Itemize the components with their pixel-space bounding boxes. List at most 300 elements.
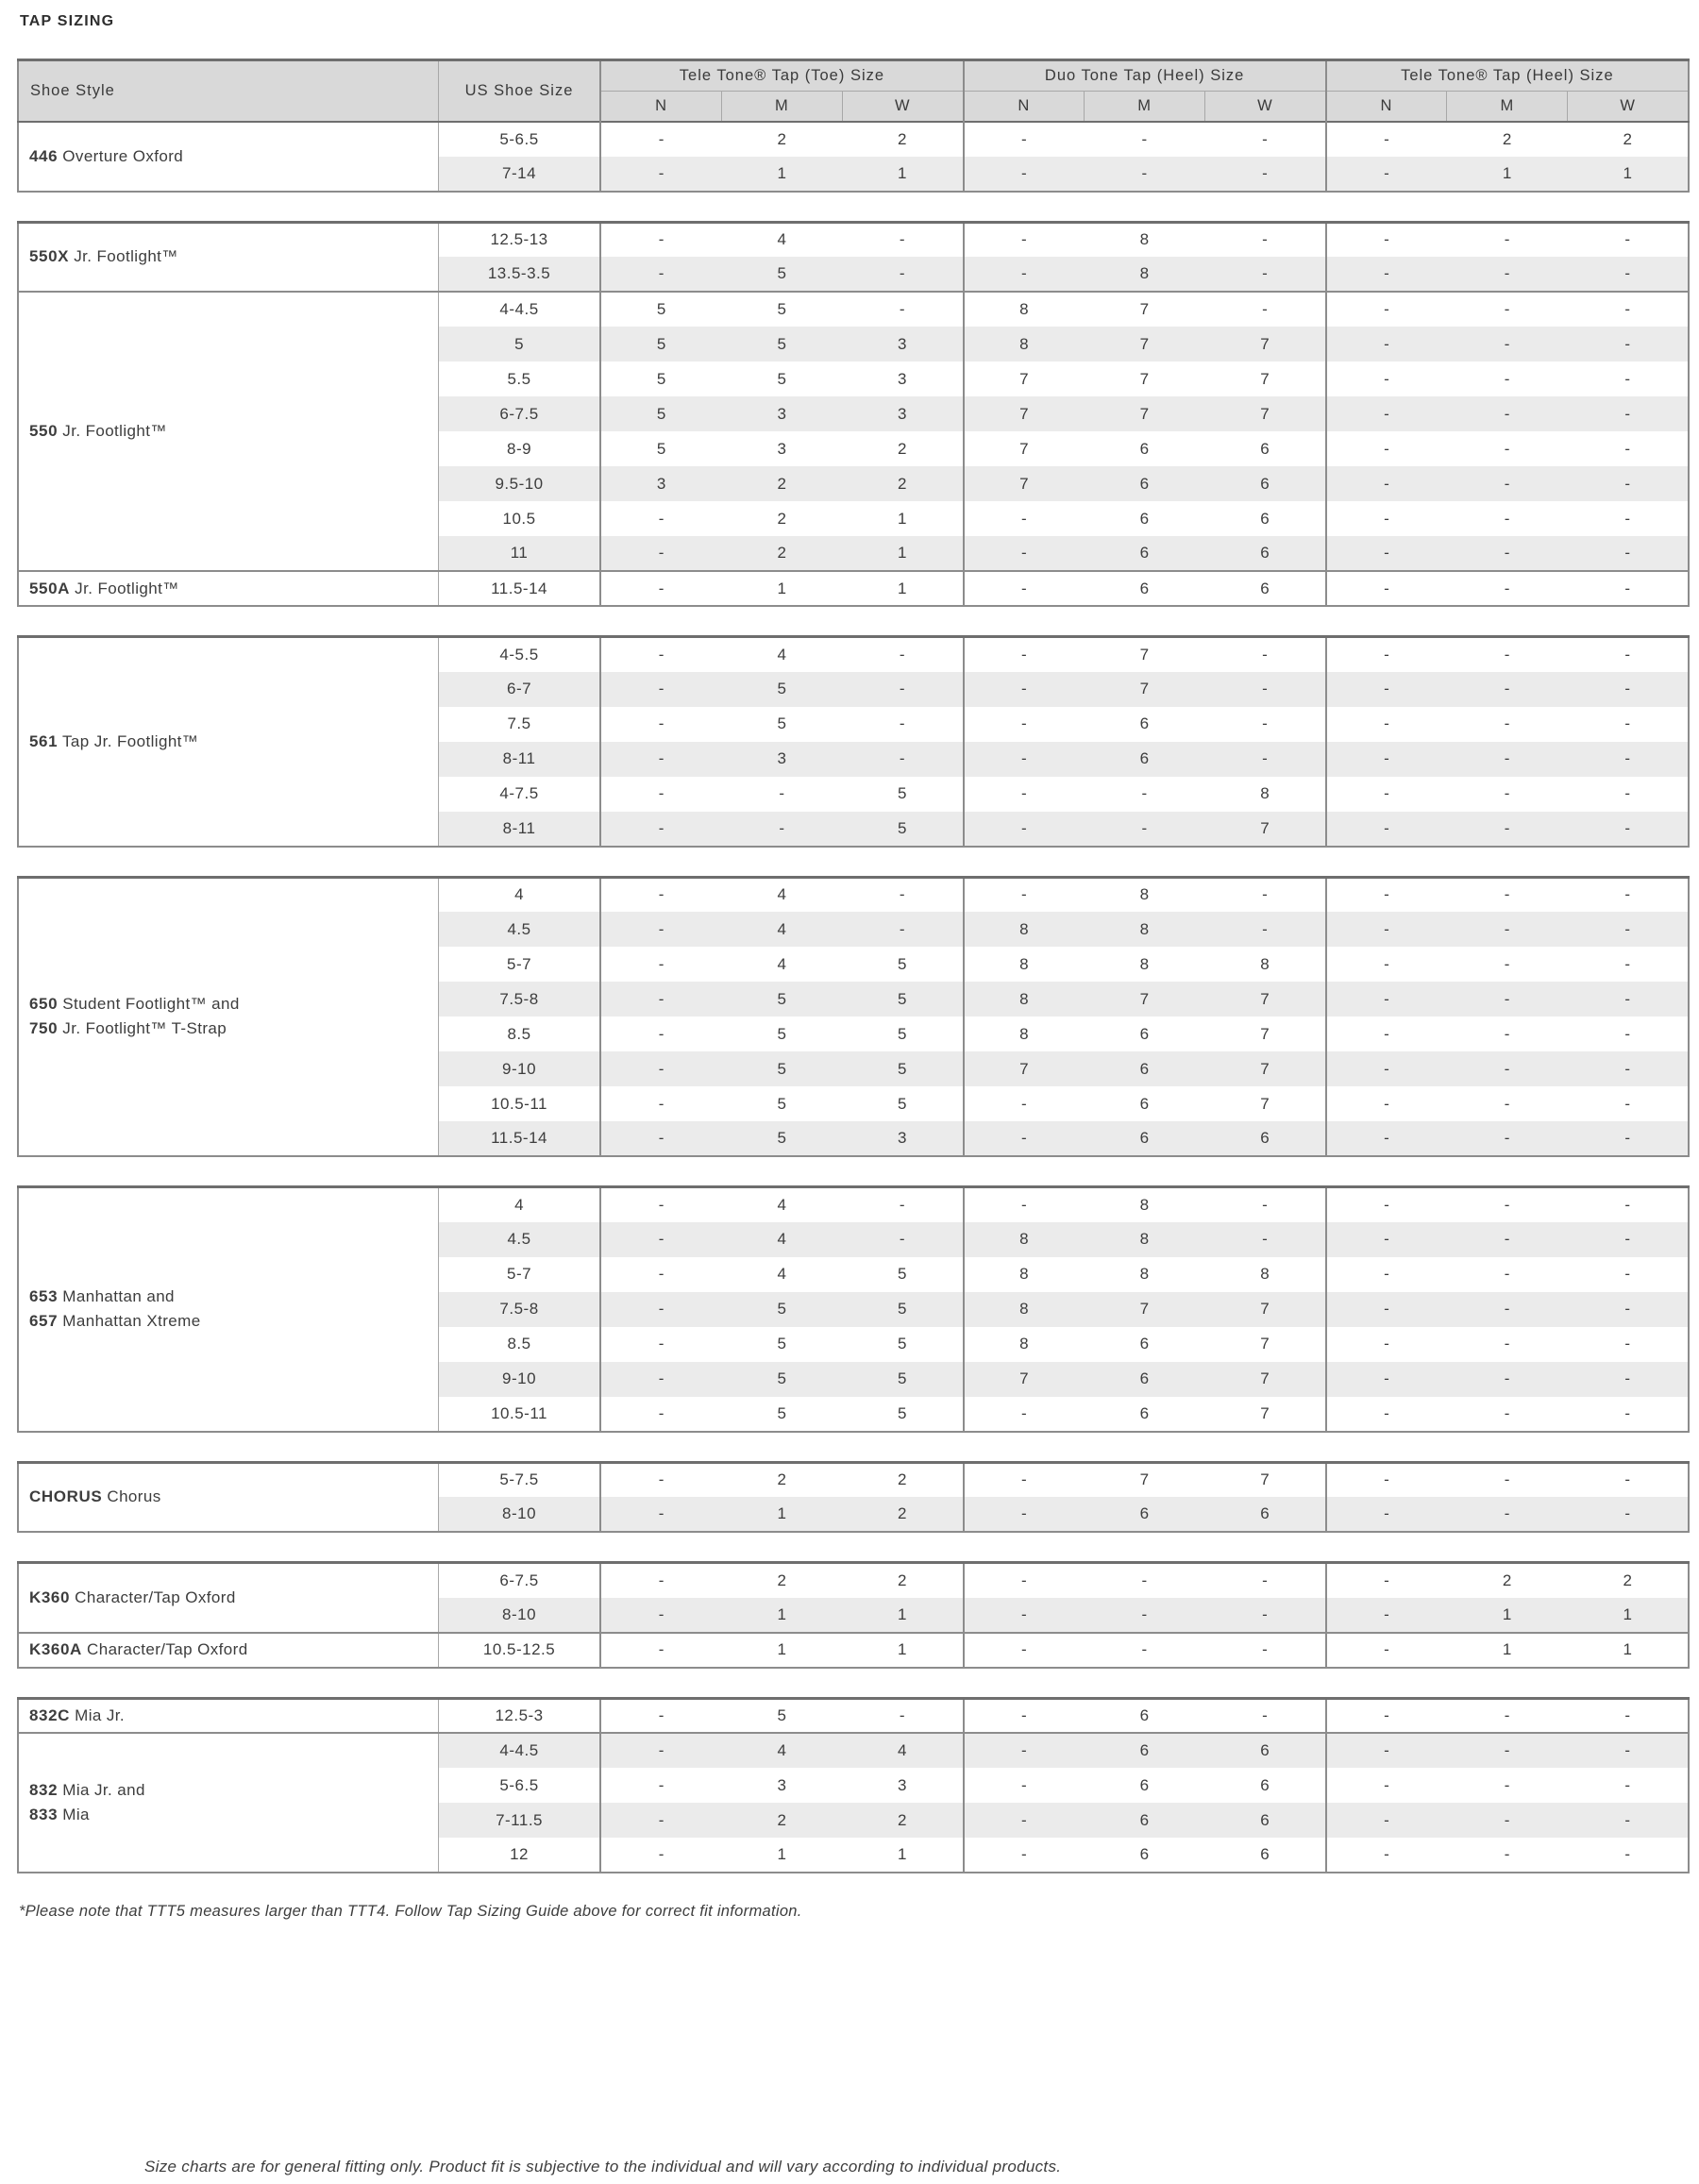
width-column-header: N: [600, 92, 721, 122]
tap-size-cell: -: [600, 812, 721, 847]
tap-group-header: Tele Tone® Tap (Heel) Size: [1326, 60, 1689, 92]
tap-size-cell: -: [1504, 509, 1510, 528]
tap-size-cell: 8: [964, 292, 1085, 327]
tap-size-cell: 8: [1139, 885, 1150, 904]
tap-size-cell: 5: [777, 1024, 787, 1043]
tap-size-cell: -: [1447, 742, 1568, 777]
tap-size-cell: -: [658, 1265, 664, 1283]
tap-size-cell: -: [1504, 1094, 1510, 1113]
tap-size-cell: -: [1447, 1803, 1568, 1838]
tap-size-cell: 2: [842, 1563, 963, 1598]
us-size-cell: 8-10: [438, 1598, 600, 1633]
tap-size-cell: -: [600, 257, 721, 292]
us-size-cell: 4-5.5: [438, 637, 600, 672]
tap-size-cell: 2: [842, 1803, 963, 1838]
tap-size-cell: -: [964, 812, 1085, 847]
tap-size-cell: -: [1205, 1187, 1326, 1222]
tap-size-cell: 5: [842, 1086, 963, 1121]
tap-size-cell: -: [1085, 1633, 1205, 1668]
tap-size-cell: -: [1624, 1335, 1631, 1352]
tap-size-cell: -: [1624, 1024, 1631, 1043]
tap-size-cell: 5: [721, 1292, 842, 1327]
tap-size-cell: 8: [964, 982, 1085, 1016]
tap-size-cell: 3: [842, 1768, 963, 1803]
tap-size-cell: -: [1205, 1598, 1326, 1633]
tap-size-cell: 5: [721, 292, 842, 327]
tap-size-cell: -: [658, 230, 664, 249]
tap-size-cell: 7: [1019, 439, 1030, 458]
tap-size-cell: -: [658, 784, 664, 802]
tap-size-cell: -: [1568, 1051, 1689, 1086]
tap-size-cell: -: [658, 1195, 664, 1214]
tap-size-cell: -: [964, 571, 1085, 606]
tap-size-cell: 5: [656, 439, 666, 458]
tap-size-cell: -: [658, 885, 664, 904]
tap-size-cell: -: [1568, 1222, 1689, 1257]
tap-size-cell: -: [1205, 257, 1326, 292]
tap-size-cell: -: [658, 1571, 664, 1589]
tap-size-cell: 8: [1085, 912, 1205, 947]
tap-size-cell: -: [658, 509, 664, 528]
us-size-cell: 12.5-13: [438, 222, 600, 257]
us-size-cell: 4-4.5: [438, 292, 600, 327]
tap-size-cell: -: [600, 1222, 721, 1257]
us-size-cell: 9-10: [438, 1051, 600, 1086]
tap-size-cell: -: [600, 912, 721, 947]
tap-size-cell: -: [1447, 1362, 1568, 1397]
tap-size-cell: -: [1447, 812, 1568, 847]
tap-size-cell: 7: [1205, 1327, 1326, 1362]
tap-size-cell: 1: [721, 1633, 842, 1668]
tap-size-cell: 7: [964, 466, 1085, 501]
tap-size-cell: 1: [1568, 1598, 1689, 1633]
tap-size-cell: 6: [1085, 742, 1205, 777]
shoe-style-cell: 550X Jr. Footlight™: [18, 222, 438, 292]
us-size-cell: 9.5-10: [438, 466, 600, 501]
tap-size-cell: -: [658, 1845, 664, 1863]
tap-size-cell: -: [1020, 1705, 1028, 1724]
tap-size-cell: 8: [1139, 1195, 1150, 1214]
tap-size-cell: -: [1568, 257, 1689, 292]
tap-size-cell: 6: [1205, 466, 1326, 501]
tap-size-cell: 2: [777, 1470, 787, 1489]
tap-size-cell: -: [658, 1403, 664, 1422]
tap-size-cell: -: [1020, 509, 1028, 528]
us-size-cell: 4.5: [438, 1222, 600, 1257]
sizing-table-block: [17, 221, 1690, 608]
tap-size-cell: -: [1205, 122, 1326, 157]
tap-size-cell: 6: [1085, 1733, 1205, 1768]
tap-size-cell: 5: [600, 292, 721, 327]
us-size-cell: 7.5-8: [438, 982, 600, 1016]
tap-size-cell: -: [1384, 230, 1390, 249]
tap-size-cell: 8: [964, 1222, 1085, 1257]
us-size-cell: 4.5: [438, 912, 600, 947]
tap-size-cell: -: [1504, 885, 1510, 904]
tap-size-cell: -: [842, 222, 963, 257]
tap-size-cell: -: [1326, 257, 1447, 292]
tap-size-cell: -: [1384, 645, 1390, 664]
tap-size-cell: -: [1141, 1571, 1148, 1589]
tap-size-cell: 5: [721, 1362, 842, 1397]
tap-size-cell: -: [842, 672, 963, 707]
tap-size-cell: 2: [1502, 1571, 1512, 1589]
tap-size-cell: 6: [1085, 536, 1205, 571]
width-column-header: M: [1085, 92, 1205, 122]
tap-size-cell: -: [1384, 1094, 1390, 1113]
tap-size-cell: -: [842, 707, 963, 742]
tap-size-cell: 5: [721, 327, 842, 361]
tap-size-cell: 2: [721, 1803, 842, 1838]
tap-size-cell: 6: [1085, 1362, 1205, 1397]
tap-size-cell: 4: [777, 1195, 787, 1214]
tap-size-cell: -: [1568, 396, 1689, 431]
tap-size-cell: -: [1447, 672, 1568, 707]
tap-size-cell: -: [1326, 1222, 1447, 1257]
tap-size-cell: -: [721, 812, 842, 847]
tap-size-cell: 5: [842, 1397, 963, 1432]
tap-size-cell: -: [1447, 396, 1568, 431]
tap-size-cell: 7: [1085, 396, 1205, 431]
tap-size-cell: 6: [1205, 536, 1326, 571]
tap-size-cell: 7: [1205, 1292, 1326, 1327]
tap-size-cell: 6: [1205, 1497, 1326, 1532]
tap-size-cell: -: [1568, 1121, 1689, 1156]
tap-size-cell: 5: [777, 714, 787, 732]
us-size-cell: 5-7.5: [438, 1462, 600, 1497]
tap-size-cell: -: [1205, 877, 1326, 912]
tap-size-cell: -: [1326, 466, 1447, 501]
tap-size-cell: 7: [1139, 369, 1150, 388]
table-row: [18, 292, 1689, 327]
tap-size-cell: -: [1504, 1403, 1510, 1422]
tap-size-cell: 4: [777, 885, 787, 904]
us-size-cell: 4: [438, 877, 600, 912]
us-size-cell: 5: [438, 327, 600, 361]
tap-size-cell: 7: [1139, 645, 1150, 664]
tap-size-cell: -: [658, 1024, 664, 1043]
tap-size-cell: 1: [842, 536, 963, 571]
tap-size-cell: -: [1020, 230, 1028, 249]
tap-size-cell: 1: [1447, 1598, 1568, 1633]
tap-size-cell: 3: [842, 396, 963, 431]
tap-size-cell: 7: [964, 1051, 1085, 1086]
page-title: TAP SIZING: [20, 13, 115, 29]
table-row: [18, 1462, 1689, 1497]
tap-size-cell: -: [1624, 714, 1631, 732]
tap-size-cell: 3: [777, 1775, 787, 1794]
us-size-cell: 5.5: [438, 361, 600, 396]
tap-size-cell: -: [1384, 509, 1390, 528]
tap-size-cell: -: [1504, 1845, 1510, 1863]
sizing-table-block: [17, 1185, 1690, 1433]
tap-size-cell: -: [1624, 784, 1631, 802]
tap-size-cell: 7: [1085, 327, 1205, 361]
tap-size-cell: -: [1205, 672, 1326, 707]
tap-size-cell: -: [1568, 1803, 1689, 1838]
tap-size-cell: 1: [1447, 1633, 1568, 1668]
tap-size-cell: -: [1326, 1051, 1447, 1086]
tap-size-cell: -: [1326, 1733, 1447, 1768]
tap-size-cell: -: [1205, 707, 1326, 742]
table-row: [18, 877, 1689, 912]
tap-size-cell: -: [842, 877, 963, 912]
us-size-cell: 10.5-11: [438, 1397, 600, 1432]
tap-size-cell: -: [1085, 122, 1205, 157]
tap-size-cell: -: [1141, 784, 1148, 802]
tap-size-cell: -: [600, 122, 721, 157]
tap-size-cell: 5: [842, 1292, 963, 1327]
tap-size-cell: 6: [1139, 1705, 1150, 1724]
tap-size-cell: 6: [1139, 1024, 1150, 1043]
shoe-style-cell: 550A Jr. Footlight™: [18, 571, 438, 606]
tap-size-cell: -: [1504, 1335, 1510, 1352]
tap-size-cell: 8: [1019, 1335, 1030, 1352]
width-column-header: W: [842, 92, 963, 122]
tap-size-cell: -: [1384, 1775, 1390, 1794]
tap-size-cell: -: [842, 257, 963, 292]
shoe-style-cell: 832C Mia Jr.: [18, 1698, 438, 1733]
tap-size-cell: -: [1205, 222, 1326, 257]
tap-size-cell: 3: [842, 361, 963, 396]
tap-size-cell: 5: [842, 1327, 963, 1362]
tap-size-cell: 7: [1205, 361, 1326, 396]
tap-size-cell: -: [1624, 1265, 1631, 1283]
tap-size-cell: -: [1020, 714, 1028, 732]
us-size-cell: 10.5-11: [438, 1086, 600, 1121]
tap-size-cell: -: [1568, 536, 1689, 571]
tap-size-cell: 1: [842, 1633, 963, 1668]
tap-size-cell: 4: [777, 645, 787, 664]
tap-size-cell: -: [658, 714, 664, 732]
tap-size-cell: 8: [1019, 1265, 1030, 1283]
tap-size-cell: 8: [1205, 1257, 1326, 1292]
tap-size-cell: -: [1447, 912, 1568, 947]
tap-size-cell: 5: [721, 982, 842, 1016]
tap-size-cell: -: [964, 1497, 1085, 1532]
tap-size-cell: 7: [1205, 1362, 1326, 1397]
tap-size-cell: -: [964, 742, 1085, 777]
tap-size-cell: 6: [1205, 501, 1326, 536]
tap-size-cell: -: [1384, 369, 1390, 388]
tap-size-cell: -: [1205, 1633, 1326, 1668]
tap-size-cell: -: [1624, 1470, 1631, 1489]
tap-size-cell: 6: [1085, 1803, 1205, 1838]
us-size-cell: 5-7: [438, 1257, 600, 1292]
tap-size-cell: -: [1020, 1094, 1028, 1113]
tap-size-cell: -: [1384, 1335, 1390, 1352]
sizing-table: [17, 59, 1690, 1873]
tap-size-cell: 5: [842, 777, 963, 812]
tap-size-cell: -: [1384, 714, 1390, 732]
tap-size-cell: 2: [1568, 122, 1689, 157]
tap-size-cell: 7: [1205, 1462, 1326, 1497]
tap-size-cell: -: [1326, 292, 1447, 327]
sizing-table-block: [17, 1561, 1690, 1669]
tap-size-cell: -: [842, 1222, 963, 1257]
tap-size-cell: 3: [842, 327, 963, 361]
tap-size-cell: 7: [1205, 1086, 1326, 1121]
tap-size-cell: 2: [842, 122, 963, 157]
tap-size-cell: 4: [721, 912, 842, 947]
tap-size-cell: -: [1447, 292, 1568, 327]
tap-size-cell: 5: [842, 947, 963, 982]
tap-size-cell: -: [1384, 954, 1390, 973]
tap-size-cell: -: [1326, 1292, 1447, 1327]
tap-size-cell: -: [1205, 742, 1326, 777]
tap-size-cell: -: [658, 1094, 664, 1113]
tap-size-cell: 6: [1205, 571, 1326, 606]
table-row: [18, 571, 1689, 606]
tap-size-cell: -: [1624, 1094, 1631, 1113]
tap-size-cell: -: [1326, 571, 1447, 606]
tap-size-cell: -: [1447, 327, 1568, 361]
tap-size-cell: 2: [721, 122, 842, 157]
tap-size-cell: 6: [1085, 1497, 1205, 1532]
us-size-cell: 8-11: [438, 742, 600, 777]
tap-size-cell: -: [1205, 157, 1326, 192]
tap-size-cell: -: [1384, 439, 1390, 458]
tap-size-cell: -: [1568, 982, 1689, 1016]
tap-size-cell: -: [1624, 645, 1631, 664]
tap-size-cell: -: [1624, 954, 1631, 973]
tap-size-cell: 7: [1205, 396, 1326, 431]
tap-size-cell: 7: [1019, 369, 1030, 388]
tap-size-cell: 2: [842, 466, 963, 501]
tap-size-cell: 8: [964, 327, 1085, 361]
tap-size-cell: -: [1568, 672, 1689, 707]
tap-size-cell: -: [1447, 1733, 1568, 1768]
table-row: [18, 1187, 1689, 1222]
tap-size-cell: 5: [656, 369, 666, 388]
tap-size-cell: -: [1205, 637, 1326, 672]
tap-size-cell: -: [1504, 954, 1510, 973]
tap-size-cell: -: [600, 982, 721, 1016]
tap-size-cell: 7: [1205, 982, 1326, 1016]
tap-size-cell: -: [1384, 1195, 1390, 1214]
tap-size-cell: 5: [721, 257, 842, 292]
tap-size-cell: -: [1326, 396, 1447, 431]
us-size-cell: 4-7.5: [438, 777, 600, 812]
tap-size-cell: -: [658, 645, 664, 664]
shoe-style-cell: 653 Manhattan and 657 Manhattan Xtreme: [18, 1187, 438, 1432]
tap-size-cell: -: [1447, 257, 1568, 292]
tap-size-cell: -: [1568, 1733, 1689, 1768]
tap-size-cell: 3: [721, 742, 842, 777]
tap-size-cell: -: [1326, 982, 1447, 1016]
tap-size-cell: -: [1326, 742, 1447, 777]
tap-size-cell: 7: [1139, 1470, 1150, 1489]
tap-size-cell: -: [1326, 1803, 1447, 1838]
tap-size-cell: 1: [1568, 157, 1689, 192]
shoe-style-cell: 832 Mia Jr. and 833 Mia: [18, 1733, 438, 1873]
tap-size-cell: -: [1085, 157, 1205, 192]
tap-size-cell: 8: [1139, 954, 1150, 973]
sizing-table-block: [17, 59, 1690, 193]
tap-size-cell: -: [1568, 327, 1689, 361]
tap-size-cell: 7: [1085, 672, 1205, 707]
tap-size-cell: 8: [1085, 257, 1205, 292]
tap-size-cell: 5: [842, 1362, 963, 1397]
tap-size-cell: 5: [842, 1051, 963, 1086]
width-column-header: M: [1447, 92, 1568, 122]
table-row: [18, 1733, 1689, 1768]
tap-size-cell: -: [600, 1598, 721, 1633]
tap-size-cell: 5: [842, 982, 963, 1016]
tap-size-cell: 2: [842, 431, 963, 466]
tap-size-cell: -: [1205, 1698, 1326, 1733]
tap-size-cell: -: [1624, 439, 1631, 458]
tap-size-cell: 5: [600, 327, 721, 361]
table-row: [18, 637, 1689, 672]
tap-size-cell: 6: [1139, 714, 1150, 732]
tap-size-cell: 5: [777, 1094, 787, 1113]
us-size-cell: 10.5-12.5: [438, 1633, 600, 1668]
tap-size-cell: 7: [1205, 812, 1326, 847]
tap-size-cell: -: [1326, 1598, 1447, 1633]
tap-size-cell: -: [1384, 885, 1390, 904]
us-size-cell: 13.5-3.5: [438, 257, 600, 292]
tap-size-cell: -: [964, 672, 1085, 707]
tap-size-cell: 3: [600, 466, 721, 501]
tap-size-cell: -: [658, 1470, 664, 1489]
tap-size-cell: 6: [1139, 509, 1150, 528]
us-size-cell: 6-7.5: [438, 396, 600, 431]
us-size-cell: 10.5: [438, 501, 600, 536]
tap-size-cell: -: [1447, 571, 1568, 606]
tap-size-cell: -: [1447, 1222, 1568, 1257]
tap-size-cell: -: [658, 954, 664, 973]
tap-size-cell: -: [842, 637, 963, 672]
tap-size-cell: 8: [1205, 947, 1326, 982]
tap-size-cell: 7: [964, 1362, 1085, 1397]
tap-size-cell: 6: [1139, 1775, 1150, 1794]
tap-size-cell: -: [658, 1775, 664, 1794]
tap-size-cell: -: [964, 1803, 1085, 1838]
tap-size-cell: 1: [721, 1497, 842, 1532]
tap-size-cell: 2: [777, 509, 787, 528]
tap-size-cell: 7: [1085, 982, 1205, 1016]
us-size-cell: 4-4.5: [438, 1733, 600, 1768]
us-size-cell: 6-7.5: [438, 1563, 600, 1598]
tap-size-cell: 8: [1019, 1024, 1030, 1043]
tap-size-cell: -: [1020, 784, 1028, 802]
us-size-cell: 8.5: [438, 1016, 600, 1051]
tap-size-cell: 5: [600, 396, 721, 431]
tap-size-cell: 1: [1568, 1633, 1689, 1668]
tap-size-cell: -: [1326, 1633, 1447, 1668]
tap-size-cell: 2: [721, 536, 842, 571]
tap-size-cell: -: [1326, 1362, 1447, 1397]
tap-size-cell: -: [1326, 122, 1447, 157]
tap-size-cell: -: [1326, 1497, 1447, 1532]
tap-size-cell: 6: [1205, 1733, 1326, 1768]
tap-size-cell: -: [600, 742, 721, 777]
tap-size-cell: -: [1568, 466, 1689, 501]
us-size-cell: 9-10: [438, 1362, 600, 1397]
tap-size-cell: 6: [1139, 439, 1150, 458]
tap-size-cell: -: [1504, 230, 1510, 249]
tap-size-cell: 6: [1139, 1403, 1150, 1422]
tap-size-cell: -: [1504, 1195, 1510, 1214]
tap-size-cell: 8: [1085, 1222, 1205, 1257]
tap-size-cell: -: [1020, 1195, 1028, 1214]
tap-size-cell: -: [1085, 1598, 1205, 1633]
tap-size-cell: -: [1326, 157, 1447, 192]
tap-size-cell: -: [1504, 369, 1510, 388]
tap-size-cell: 5: [777, 1335, 787, 1352]
tap-size-cell: -: [1624, 1705, 1631, 1724]
